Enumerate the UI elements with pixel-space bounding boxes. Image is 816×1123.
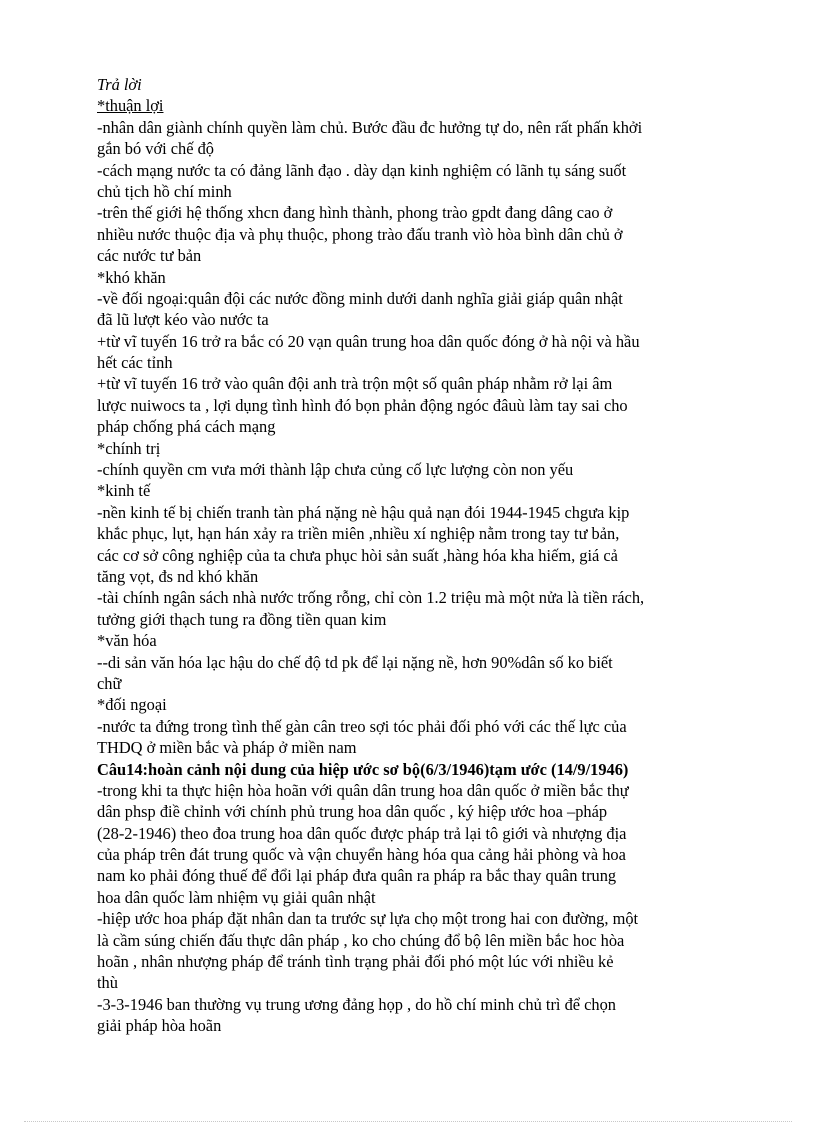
text-line: -trong khi ta thực hiện hòa hoãn với quân dân trung hoa dân quốc ở miền bắc thự (97, 780, 629, 800)
text-line: chữ (97, 673, 122, 693)
text-line: -nhân dân giành chính quyền làm chủ. Bước đầu đc hưởng tự do, nên rất phấn khởi (97, 117, 643, 137)
answer-heading: Trả lời (97, 75, 142, 94)
text-line: hoa dân quốc làm nhiệm vụ giải quân nhật (97, 887, 376, 907)
text-line: +từ vĩ tuyến 16 trở ra bắc có 20 vạn quân trung hoa dân quốc đóng ở hà nội và hầu (97, 331, 640, 351)
text-line: -trên thế giới hệ thống xhcn đang hình thành, phong trào gpdt đang dâng cao ở (97, 203, 613, 223)
text-line: là cầm súng chiến đấu thực dân pháp , ko cho chúng đổ bộ lên miền bắc hoc hòa (97, 930, 625, 950)
text-line: giải pháp hòa hoãn (97, 1016, 222, 1036)
text-line: thù (97, 973, 118, 993)
text-line: nam ko phải đóng thuế để đổi lại pháp đưa quân ra pháp ra bắc thay quân trung (97, 866, 617, 886)
section-culture-heading: *văn hóa (97, 631, 157, 651)
text-line: hoãn , nhân nhượng pháp để tránh tình trạng phải đối phó một lúc với nhiều kẻ (97, 952, 614, 972)
text-line: -cách mạng nước ta có đảng lãnh đạo . dày dạn kinh nghiệm có lãnh tụ sáng suốt (97, 160, 627, 180)
text-line: pháp chống phá cách mạng (97, 417, 276, 437)
text-line: hết các tỉnh (97, 353, 173, 373)
text-line: nhiều nước thuộc địa và phụ thuộc, phong trào đấu tranh vìò hòa bình dân chủ ở (97, 224, 623, 244)
text-line: đã lũ lượt kéo vào nước ta (97, 310, 269, 330)
text-line: (28-2-1946) theo đoa trung hoa dân quốc được pháp trả lại tô giới và nhượng địa (97, 823, 627, 843)
text-line: của pháp trên đát trung quốc và vận chuyển hàng hóa qua cảng hải phòng và hoa (97, 845, 626, 865)
text-line: tưởng giới thạch tung ra đồng tiền quan kim (97, 609, 387, 629)
page-bottom-border (24, 1121, 792, 1122)
text-line: các nước tư bản (97, 246, 202, 266)
text-line: -hiệp ước hoa pháp đặt nhân dan ta trước sự lựa chọ một trong hai con đường, một (97, 909, 639, 929)
section-politics-heading: *chính trị (97, 438, 161, 458)
text-line: dân phsp điề chỉnh với chính phủ trung hoa dân quốc , ký hiệp ước hoa –pháp (97, 802, 608, 822)
text-line: -chính quyền cm vưa mới thành lập chưa củng cố lực lượng còn non yếu (97, 460, 574, 480)
text-line: lược nuiwocs ta , lợi dụng tình hình đó bọn phản động ngóc đâuù làm tay sai cho (97, 395, 628, 415)
text-line: -nước ta đứng trong tình thế gàn cân treo sợi tóc phải đối phó với các thế lực của (97, 716, 627, 736)
document-body (97, 74, 747, 1037)
text-line: -nền kinh tế bị chiến tranh tàn phá nặng nè hậu quả nạn đói 1944-1945 chgưa kịp (97, 502, 630, 522)
text-line: gắn bó với chế độ (97, 139, 214, 159)
text-line: tăng vọt, đs nd khó khăn (97, 566, 259, 586)
section-economy-heading: *kinh tế (97, 481, 151, 501)
text-line: chủ tịch hồ chí minh (97, 181, 232, 201)
text-line: -3-3-1946 ban thường vụ trung ương đảng họp , do hồ chí minh chủ trì để chọn (97, 994, 617, 1014)
text-line: THDQ ở miền bắc và pháp ở miền nam (97, 738, 357, 758)
text-line: -tài chính ngân sách nhà nước trống rỗng, chỉ còn 1.2 triệu mà một nửa là tiền rách, (97, 588, 645, 608)
section-foreign-affairs-heading: *đối ngoại (97, 695, 167, 715)
text-line: khắc phục, lụt, hạn hán xảy ra triền miên ,nhiều xí nghiệp nằm trong tay tư bản, (97, 524, 620, 544)
text-line: --di sản văn hóa lạc hậu do chế độ td pk để lại nặng nề, hơn 90%dân số ko biết (97, 652, 613, 672)
section-difficulties-heading: *khó khăn (97, 267, 166, 287)
text-line: các cơ sở công nghiệp của ta chưa phục hòi sản suất ,hàng hóa kha hiếm, giá cả (97, 545, 618, 565)
text-line: +từ vĩ tuyến 16 trở vào quân đội anh trà trộn một số quân pháp nhằm rở lại âm (97, 374, 613, 394)
text-line: -về đối ngoại:quân đội các nước đồng minh dưới danh nghĩa giải giáp quân nhật (97, 288, 623, 308)
section-advantages-heading: *thuận lợi (97, 96, 164, 116)
question-14-heading: Câu14:hoàn cảnh nội dung của hiệp ước sơ bộ(6/3/1946)tạm ước (14/9/1946) (97, 759, 629, 779)
